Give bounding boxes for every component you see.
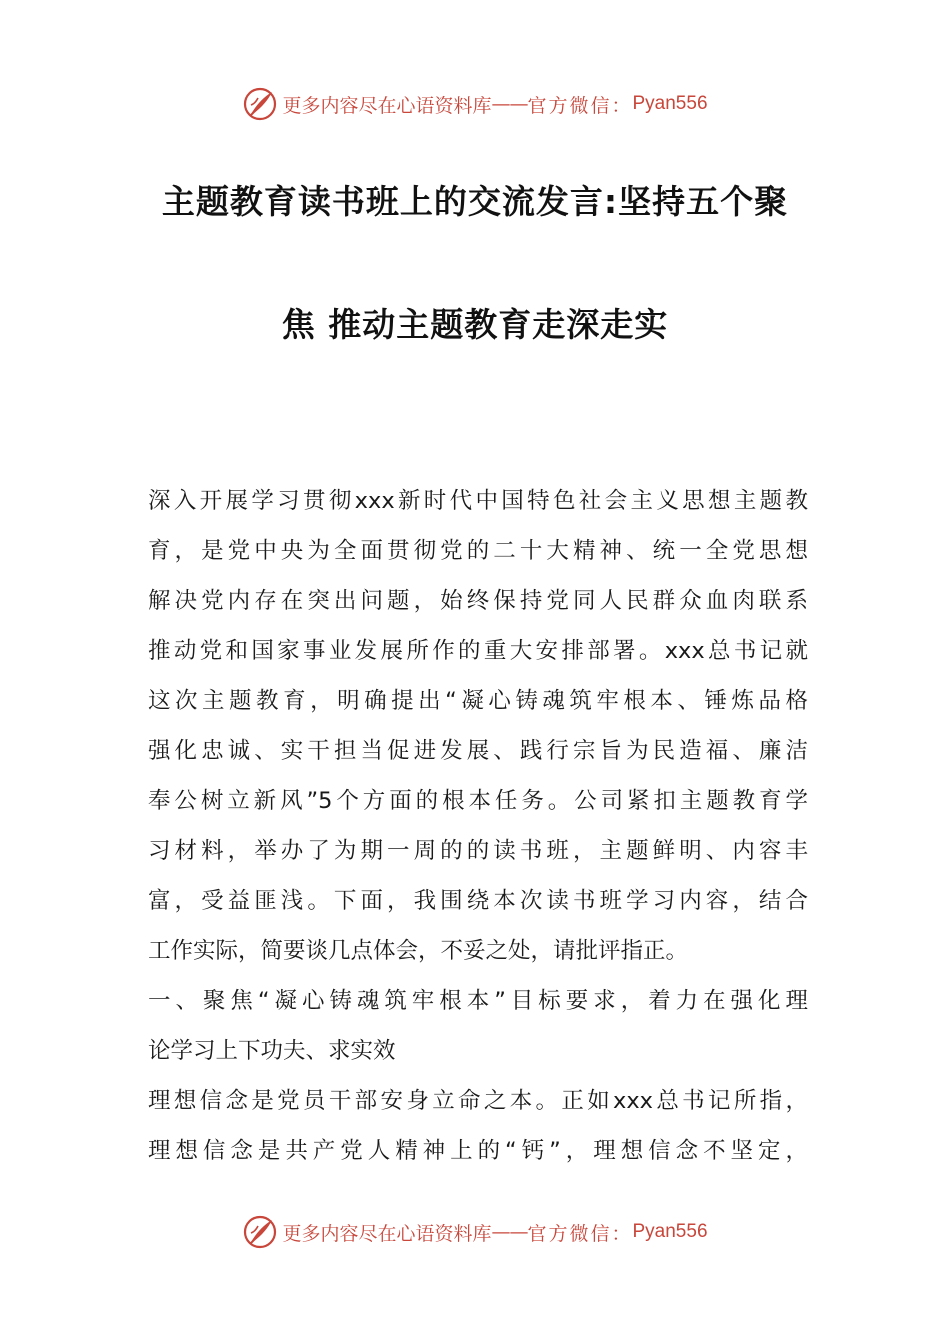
watermark-site-text: 更多内容尽在心语资料库 — [282, 1222, 492, 1245]
body-line: 解决党内存在突出问题，始终保持党同人民群众血肉联系 — [148, 588, 808, 614]
header-watermark — [0, 84, 950, 124]
document-title-line-1: 主题教育读书班上的交流发言:坚持五个聚 — [161, 182, 789, 221]
body-line: 理想信念是党员干部安身立命之本。正如xxx总书记所指， — [148, 1088, 808, 1114]
quill-pen-logo-icon — [242, 1214, 278, 1250]
document-title-line-2: 焦 推动主题教育走深走实 — [281, 305, 669, 344]
quill-pen-logo-icon — [242, 86, 278, 122]
watermark-site-text: 更多内容尽在心语资料库 — [282, 94, 492, 117]
body-line: 强化忠诚、实干担当促进发展、践行宗旨为民造福、廉洁 — [148, 738, 808, 764]
section-heading-line: 论学习上下功夫、求实效 — [148, 1038, 396, 1064]
body-line: 这次主题教育，明确提出“凝心铸魂筑牢根本、锤炼品格 — [148, 688, 808, 714]
body-line: 工作实际，简要谈几点体会，不妥之处，请批评指正。 — [148, 938, 689, 964]
watermark-wechat-label: 官方微信： — [527, 1222, 633, 1245]
section-heading-line: 一、聚焦“凝心铸魂筑牢根本”目标要求，着力在强化理 — [148, 988, 808, 1014]
watermark-wechat-label: 官方微信： — [527, 94, 633, 117]
body-line: 奉公树立新风”5个方面的根本任务。公司紧扣主题教育学 — [148, 788, 808, 814]
watermark-dash: —— — [491, 93, 528, 115]
watermark-wechat-id: Pyan556 — [632, 1221, 708, 1242]
body-line: 习材料，举办了为期一周的的读书班，主题鲜明、内容丰 — [148, 838, 808, 864]
body-line: 推动党和国家事业发展所作的重大安排部署。xxx总书记就 — [148, 638, 808, 664]
body-line: 富，受益匪浅。下面，我围绕本次读书班学习内容，结合 — [148, 888, 808, 914]
body-line: 育，是党中央为全面贯彻党的二十大精神、统一全党思想 — [148, 538, 808, 564]
watermark-wechat-id: Pyan556 — [632, 93, 708, 114]
body-line: 深入开展学习贯彻xxx新时代中国特色社会主义思想主题教 — [148, 488, 808, 514]
document-body — [148, 476, 808, 1176]
watermark-dash: —— — [491, 1221, 528, 1243]
body-line: 理想信念是共产党人精神上的“钙”，理想信念不坚定， — [148, 1138, 808, 1164]
footer-watermark — [0, 1212, 950, 1252]
